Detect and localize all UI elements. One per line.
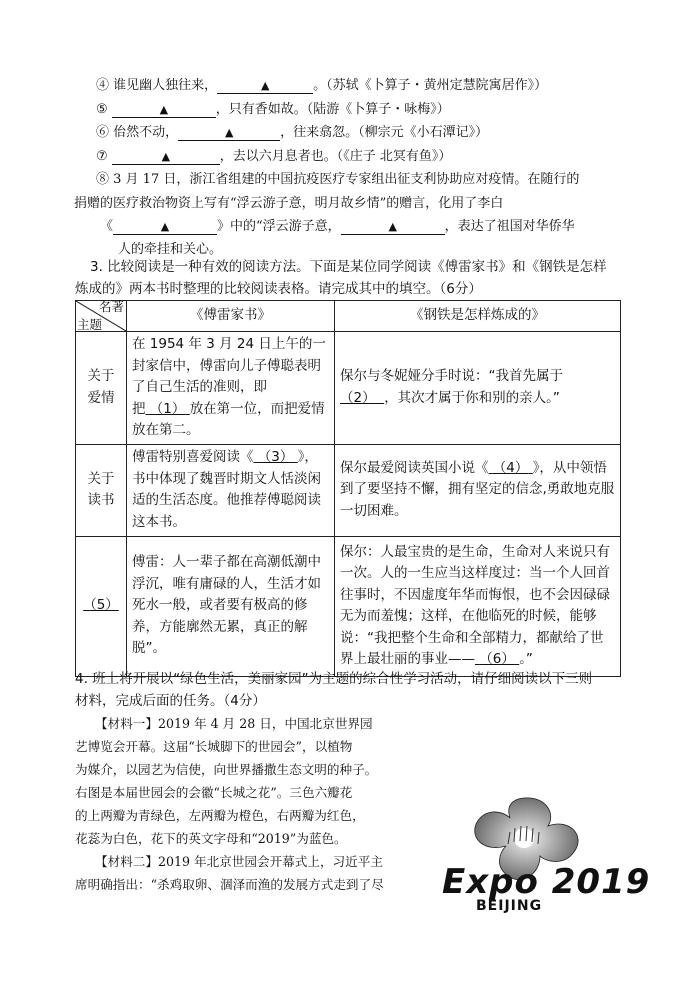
material-2-line: 席明确指出：“杀鸡取卵、涸泽而渔的发展方式走到了尽 — [75, 877, 384, 892]
blank-6[interactable]: （6） — [479, 651, 515, 667]
line-8b: 捐赠的医疗救治物资上写有“浮云游子意，明月故乡情”的赠言，化用了李白 — [74, 196, 504, 211]
q3-line2: 炼成的》两本书时整理的比较阅读表格。请完成其中的填空。（6分） — [75, 281, 482, 297]
answer-blank[interactable]: ▲ — [178, 125, 280, 141]
answer-blank[interactable]: ▲ — [113, 219, 217, 235]
q4-line1: 4. 班上将开展以“绿色生活，美丽家园”为主题的综合性学习活动，请仔细阅读以下三则 — [75, 671, 593, 687]
line-4: ④ 谁见幽人独往来， ▲ 。（苏轼《卜算子・黄州定慧院寓居作》） — [96, 78, 548, 93]
cell-r2-c1: 傅雷特别喜爱阅读《 （3） 》，书中体现了魏晋时期文人恬淡闲适的生活态度。他推荐傅聪阅读这本书。 — [127, 444, 335, 536]
material-1-line: 花蕊为白色，花下的英文字母和“2019”为蓝色。 — [75, 831, 347, 846]
cell-r3-c2: 保尔：人最宝贵的是生命，生命对人来说只有一次。人的一生应当这样度过：当一个人回首往事时，不因虚度年华而悔恨，也不会因碌碌无为而羞愧；这样，在他临死的时候，能够说：“我把整个生命和全部精力，都献给了世界上最壮丽的事业—— （6） 。” — [335, 536, 621, 676]
corner-top-label: 名著 — [98, 299, 124, 314]
blank-1[interactable]: （1） — [149, 400, 186, 417]
line-7: ⑦ ▲ ，去以六月息者也。（《庄子 北冥有鱼》） — [96, 149, 452, 164]
material-1-line: 的上两瓣为青绿色，左两瓣为橙色，右两瓣为红色， — [75, 808, 365, 823]
blank-3[interactable]: （3） — [257, 449, 294, 465]
cell-r2-c2: 保尔最爱阅读英国小说《 （4） 》，从中领悟到了要坚持不懈，拥有坚定的信念,勇敢地克服一切困难。 — [335, 444, 621, 536]
cell-r1-c1: 在 1954 年 3 月 24 日上午的一封家信中，傅雷向儿子傅聪表明了自己生活的准则，即把 （1） 放在第一位，而把爱情放在第二。 — [127, 332, 335, 445]
line-8a: ⑧ 3 月 17 日，浙江省组建的中国抗疫医疗专家组出征支利协助应对疫情。在随行的 — [96, 172, 580, 187]
material-1-line: 【材料一】2019 年 4 月 28 日，中国北京世界园 — [95, 716, 373, 731]
material-1-line: 为媒介，以园艺为信使，向世界播撒生态文明的种子。 — [75, 762, 378, 777]
corner-bottom-label: 主题 — [77, 317, 103, 332]
material-2 — [75, 850, 425, 896]
line-6: ⑥ 佁然不动， ▲ ，往来翕忽。（柳宗元《小石潭记》） — [96, 125, 489, 140]
q3-line1: 3. 比较阅读是一种有效的阅读方法。下面是某位同学阅读《傅雷家书》和《钢铁是怎样 — [90, 259, 607, 275]
blank-5[interactable]: （5） — [83, 597, 119, 614]
cell-r1-c2: 保尔与冬妮娅分手时说：“我首先属于（2） ，其次才属于你和别的亲人。” — [335, 332, 621, 445]
answer-blank[interactable]: ▲ — [112, 102, 216, 118]
blank-2[interactable]: （2） — [340, 389, 376, 406]
header-fulei: 《傅雷家书》 — [127, 301, 335, 332]
logo-text-beijing: BEIJING — [476, 898, 543, 914]
topic-blank-5 — [76, 536, 127, 676]
answer-blank[interactable]: ▲ — [341, 219, 445, 235]
blank-4[interactable]: （4） — [492, 459, 529, 476]
line-8d: 人的牵挂和关心。 — [118, 242, 223, 257]
header-gangtie: 《钢铁是怎样炼成的》 — [335, 301, 621, 332]
material-1 — [75, 712, 425, 850]
topic-love: 关于 爱情 — [76, 332, 127, 445]
answer-blank[interactable]: ▲ — [217, 78, 313, 94]
corner-cell — [76, 301, 127, 332]
line-5: ⑤ ▲ ，只有香如故。（陆游《卜算子・咏梅》） — [96, 102, 450, 117]
cell-r3-c1: 傅雷：人一辈子都在高潮低潮中浮沉，唯有庸碌的人，生活才如死水一般，或者要有极高的修养，方能廓然无累，真正的解脱”。 — [127, 536, 335, 676]
expo-logo — [436, 796, 651, 916]
material-1-line: 艺博览会开幕。这届“长城脚下的世园会”，以植物 — [75, 739, 353, 754]
comparison-table — [75, 300, 621, 677]
logo-text-expo: Expo 2019 — [442, 862, 651, 902]
line-8c: 《 ▲ 》中的“浮云游子意， ▲ ，表达了祖国对华侨华 — [100, 219, 575, 234]
material-1-line: 右图是本届世园会的会徽“长城之花”。三色六瓣花 — [75, 785, 353, 800]
topic-reading: 关于 读书 — [76, 444, 127, 536]
answer-blank[interactable]: ▲ — [112, 149, 220, 165]
q4-line2: 材料，完成后面的任务。（4分） — [75, 693, 266, 709]
material-2-line: 【材料二】2019 年北京世园会开幕式上，习近平主 — [95, 854, 383, 869]
